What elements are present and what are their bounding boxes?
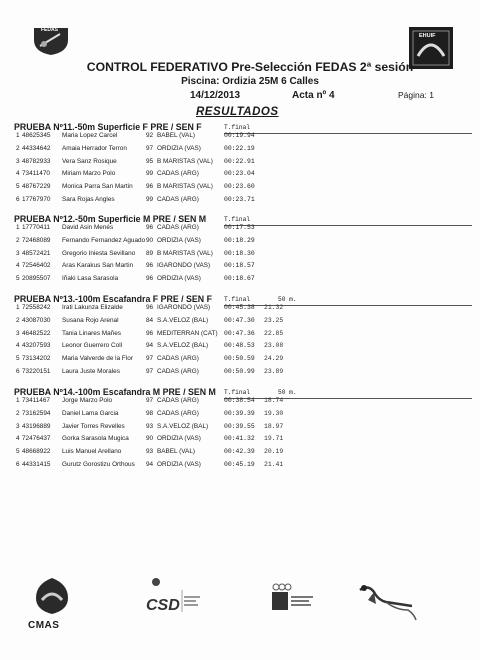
club-name: CADAS (ARG) [157,397,199,404]
position: 5 [16,275,20,283]
coe-logo [270,582,320,612]
time-column-header: T.final [224,389,250,396]
license-id: 48668922 [22,448,51,456]
position: 6 [16,461,20,468]
birth-year: 97 [146,397,154,404]
license-id: 17767970 [22,196,51,203]
final-time: 00:18.67 [224,275,255,283]
club-name: S.A.VELOZ (BAL) [157,422,209,430]
event-title: PRUEBA Nº13.-100m Escafandra F PRE / SEN F [14,294,212,304]
license-id: 43207593 [22,342,51,350]
license-id: 43087030 [22,316,51,324]
final-time: 00:45.19 [224,461,255,468]
club-name: CADAS (ARG) [157,355,199,363]
birth-year: 92 [146,132,154,139]
header-rule [224,225,472,226]
position: 4 [16,342,20,350]
birth-year: 99 [146,170,154,178]
birth-year: 96 [146,224,154,231]
birth-year: 99 [146,196,154,203]
birth-year: 90 [146,236,154,244]
final-time: 00:39.39 [224,409,255,417]
club-name: CADAS (ARG) [157,224,199,231]
event-title: PRUEBA Nº11.-50m Superficie F PRE / SEN F [14,122,202,132]
license-id: 73411467 [22,397,50,404]
split-time: 18.74 [264,397,284,404]
license-id: 73220151 [22,368,51,375]
birth-year: 93 [146,448,154,456]
cmas-logo [28,576,76,634]
license-id: 48572421 [22,249,51,257]
final-time: 00:18.30 [224,249,255,257]
position: 2 [16,236,20,244]
split-time: 23.08 [264,342,284,350]
birth-year: 97 [146,355,154,363]
club-name: ORDIZIA (VAS) [157,144,201,152]
birth-year: 93 [146,422,154,430]
final-time: 00:17.53 [224,224,255,231]
position: 1 [16,397,20,404]
birth-year: 98 [146,409,154,417]
final-time: 00:45.38 [224,304,255,311]
license-id: 73134202 [22,355,51,363]
birth-year: 97 [146,368,154,375]
birth-year: 96 [146,329,154,337]
final-time: 00:41.32 [224,435,255,443]
athlete-name: Maria Valverde de la Flor [62,355,133,363]
athlete-name: David Asin Menés [62,224,114,231]
position: 4 [16,170,20,178]
club-name: CADAS (ARG) [157,409,199,417]
license-id: 20895507 [22,275,51,283]
athlete-name: Gurutz Gorostizu Orthous [62,461,135,468]
position: 1 [16,304,20,311]
event-title: PRUEBA Nº14.-100m Escafandra M PRE / SEN M [14,387,216,397]
license-id: 44334642 [22,144,51,152]
athlete-name: Maria Lopez Carcel [62,132,118,139]
club-name: ORDIZIA (VAS) [157,435,201,443]
club-name: B MARISTAS (VAL) [157,183,213,191]
position: 6 [16,368,20,375]
athlete-name: Amaia Herrador Terron [62,144,127,152]
athlete-name: Gregorio Iniesta Sevillano [62,249,136,257]
license-id: 48767229 [22,183,51,191]
diver-logo [356,580,422,624]
split-time: 22.85 [264,329,284,337]
license-id: 48782933 [22,157,51,165]
athlete-name: Tania Linares Mañes [62,329,121,337]
birth-year: 89 [146,249,154,257]
final-time: 00:47.30 [224,316,255,324]
birth-year: 96 [146,304,154,311]
license-id: 44331415 [22,461,51,468]
time-column-header: T.final [224,296,250,303]
split-time: 21.32 [264,304,284,311]
club-name: IGARONDO (VAS) [157,262,211,270]
club-name: CADAS (ARG) [157,196,199,203]
position: 3 [16,249,20,257]
event-date: 14/12/2013 [190,90,241,101]
final-time: 00:22.19 [224,144,255,152]
birth-year: 96 [146,275,154,283]
license-id: 73411470 [22,170,50,178]
position: 3 [16,157,20,165]
final-time: 00:39.55 [224,422,255,430]
birth-year: 95 [146,157,154,165]
license-id: 72468089 [22,236,51,244]
final-time: 00:47.36 [224,329,255,337]
athlete-name: Irati Lakunza Elizalde [62,304,123,311]
athlete-name: Daniel Lama Garcia [62,409,119,417]
split-column-header: 50 m. [278,389,297,396]
position: 2 [16,144,20,152]
cmas-label: CMAS [28,620,60,631]
club-name: BABEL (VAL) [157,132,196,139]
split-time: 19.30 [264,409,284,417]
header-rule [224,133,472,134]
event-title: PRUEBA Nº12.-50m Superficie M PRE / SEN M [14,214,207,224]
final-time: 00:22.91 [224,157,255,165]
license-id: 46482522 [22,329,51,337]
birth-year: 96 [146,262,154,270]
club-name: ORDIZIA (VAS) [157,275,201,283]
athlete-name: Monica Parra San Martin [62,183,133,191]
club-name: BABEL (VAL) [157,448,196,456]
page-number: Página: 1 [398,90,434,100]
license-id: 17770411 [22,224,50,231]
results-heading: RESULTADOS [196,106,279,118]
birth-year: 90 [146,435,154,443]
time-column-header: T.final [224,216,250,223]
csd-logo [146,576,206,616]
license-id: 72558242 [22,304,51,311]
final-time: 00:23.60 [224,183,255,191]
club-name: B MARISTAS (VAL) [157,249,213,257]
athlete-name: Laura Juste Morales [62,368,120,375]
final-time: 00:42.39 [224,448,255,456]
split-time: 20.19 [264,448,284,456]
position: 2 [16,316,20,324]
pool-info: Piscina: Ordizia 25M 6 Calles [181,76,319,87]
position: 4 [16,262,20,270]
position: 4 [16,435,20,443]
club-name: ORDIZIA (VAS) [157,461,201,468]
final-time: 00:18.29 [224,236,255,244]
club-name: CADAS (ARG) [157,170,199,178]
position: 2 [16,409,20,417]
fedas-logo-text: FEDAS [41,27,58,33]
club-name: B MARISTAS (VAL) [157,157,213,165]
split-column-header: 50 m. [278,296,297,303]
birth-year: 94 [146,461,154,468]
split-time: 18.97 [264,422,284,430]
athlete-name: Miriam Marzo Polo [62,170,116,178]
club-name: CADAS (ARG) [157,368,199,375]
position: 1 [16,224,20,231]
position: 5 [16,448,20,456]
birth-year: 97 [146,144,154,152]
header-rule [224,305,472,306]
license-id: 72476437 [22,435,51,443]
athlete-name: Iñaki Lasa Sarasola [62,275,119,283]
split-time: 21.41 [264,461,284,468]
split-time: 23.25 [264,316,284,324]
club-name: S.A.VELOZ (BAL) [157,342,209,350]
license-id: 48625345 [22,132,51,139]
position: 3 [16,422,20,430]
athlete-name: Javier Torres Revelles [62,422,125,430]
license-id: 73162594 [22,409,51,417]
final-time: 00:23.04 [224,170,255,178]
club-name: MEDITERRAN (CAT) [157,329,218,337]
athlete-name: Susana Rojo Arenal [62,316,119,324]
final-time: 00:50.99 [224,368,255,375]
athlete-name: Sara Rojas Angles [62,196,115,203]
time-column-header: T.final [224,124,250,131]
split-time: 24.29 [264,355,284,363]
athlete-name: Aras Karakus San Martin [62,262,134,270]
position: 3 [16,329,20,337]
fedas-logo [32,26,70,56]
svg-text:CSD: CSD [146,597,180,614]
footer-logos [0,566,480,636]
athlete-name: Gorka Sarasola Mugica [62,435,129,443]
club-name: ORDIZIA (VAS) [157,236,201,244]
birth-year: 96 [146,183,154,191]
club-name: IGARONDO (VAS) [157,304,211,311]
split-time: 23.89 [264,368,284,375]
athlete-name: Vera Sanz Rosique [62,157,117,165]
final-time: 00:50.59 [224,355,255,363]
document-title: CONTROL FEDERATIVO Pre-Selección FEDAS 2ª sesión [86,60,414,74]
license-id: 43196889 [22,422,51,430]
position: 5 [16,183,20,191]
ehuif-logo-text: EHUIF [419,33,436,39]
final-time: 00:18.57 [224,262,255,270]
position: 6 [16,196,20,203]
birth-year: 84 [146,316,154,324]
athlete-name: Jorge Marzo Polo [62,397,113,404]
license-id: 72546402 [22,262,51,270]
final-time: 00:48.53 [224,342,255,350]
athlete-name: Luis Manuel Arellano [62,448,122,456]
final-time: 00:19.94 [224,132,255,139]
final-time: 00:23.71 [224,196,255,203]
athlete-name: Fernando Fernandez Aguado [62,236,146,244]
final-time: 00:38.54 [224,397,255,404]
position: 5 [16,355,20,363]
athlete-name: Leonor Guerrero Coll [62,342,123,350]
split-time: 19.71 [264,435,284,443]
club-name: S.A.VELOZ (BAL) [157,316,209,324]
position: 1 [16,132,20,139]
header-rule [224,398,472,399]
birth-year: 94 [146,342,154,350]
acta-number: Acta nº 4 [292,90,335,101]
